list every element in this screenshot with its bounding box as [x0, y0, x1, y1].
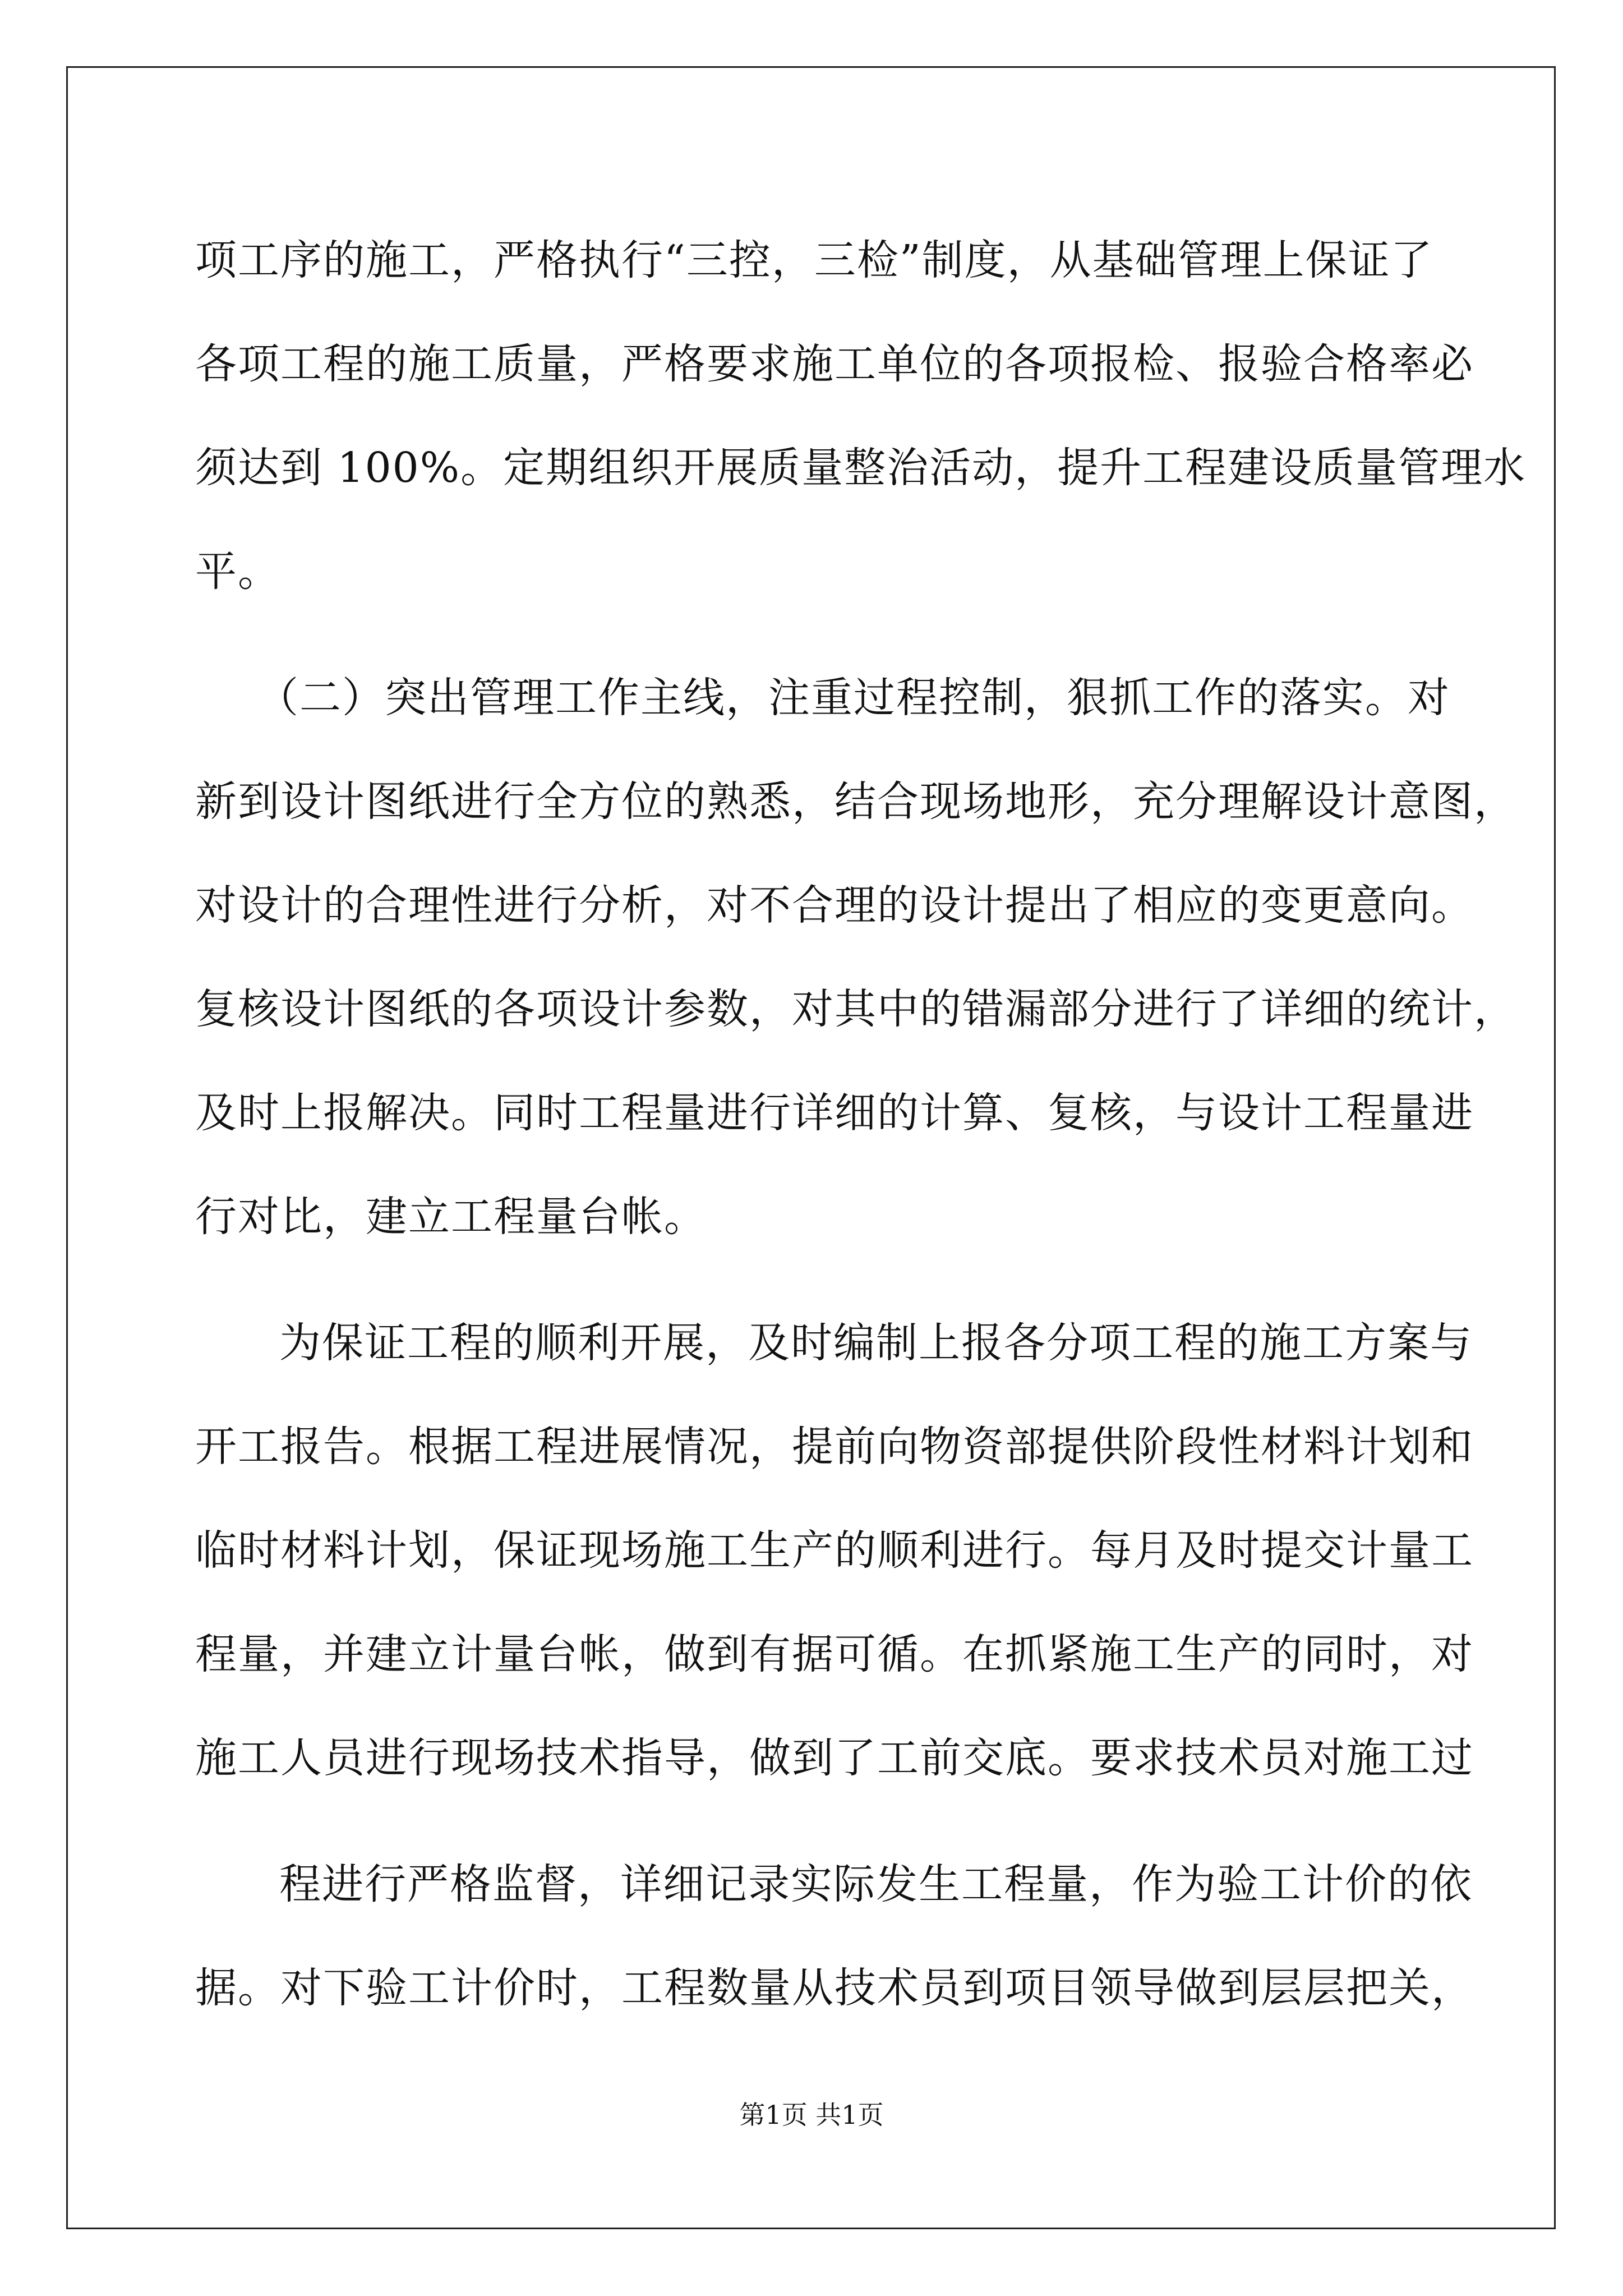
- page-number-footer: 第1页 共1页: [739, 2100, 884, 2130]
- paragraph-gap: [195, 1810, 1440, 1833]
- paragraph-2: [195, 646, 1516, 1269]
- text-line: 及时上报解决。同时工程量进行详细的计算、复核，与设计工程量进: [195, 1089, 1474, 1137]
- text-line: 对设计的合理性进行分析，对不合理的设计提出了相应的变更意向。: [195, 881, 1474, 930]
- text-line: 临时材料计划，保证现场施工生产的顺利进行。每月及时提交计量工: [195, 1526, 1474, 1575]
- paragraph-3: [195, 1291, 1474, 1810]
- text-line: 复核设计图纸的各项设计参数，对其中的错漏部分进行了详细的统计，: [195, 985, 1516, 1033]
- paragraph-1: [195, 209, 1527, 624]
- text-line: 须达到 100%。定期组织开展质量整治活动，提升工程建设质量管理水: [195, 444, 1527, 492]
- text-line: 开工报告。根据工程进展情况，提前向物资部提供阶段性材料计划和: [195, 1423, 1474, 1471]
- text-line: 据。对下验工计价时，工程数量从技术员到项目领导做到层层把关，: [195, 1964, 1474, 2012]
- paragraph-4: [195, 1833, 1474, 2040]
- text-line: 平。: [195, 547, 280, 596]
- paragraph-gap: [195, 624, 1440, 646]
- text-line: 新到设计图纸进行全方位的熟悉，结合现场地形，充分理解设计意图，: [195, 777, 1516, 826]
- text-line: 施工人员进行现场技术指导，做到了工前交底。要求技术员对施工过: [195, 1734, 1474, 1782]
- text-line: （二）突出管理工作主线，注重过程控制，狠抓工作的落实。对: [257, 674, 1450, 722]
- text-line: 为保证工程的顺利开展，及时编制上报各分项工程的施工方案与: [279, 1319, 1473, 1367]
- text-line: 程量，并建立计量台帐，做到有据可循。在抓紧施工生产的同时，对: [195, 1630, 1474, 1678]
- document-body: [195, 209, 1527, 2040]
- paragraph-gap: [195, 1269, 1440, 1291]
- text-line: 程进行严格监督，详细记录实际发生工程量，作为验工计价的依: [279, 1860, 1473, 1908]
- text-line: 各项工程的施工质量，严格要求施工单位的各项报检、报验合格率必: [195, 340, 1474, 388]
- text-line: 行对比，建立工程量台帐。: [195, 1193, 707, 1241]
- text-line: 项工序的施工，严格执行“三控，三检”制度，从基础管理上保证了: [195, 236, 1433, 284]
